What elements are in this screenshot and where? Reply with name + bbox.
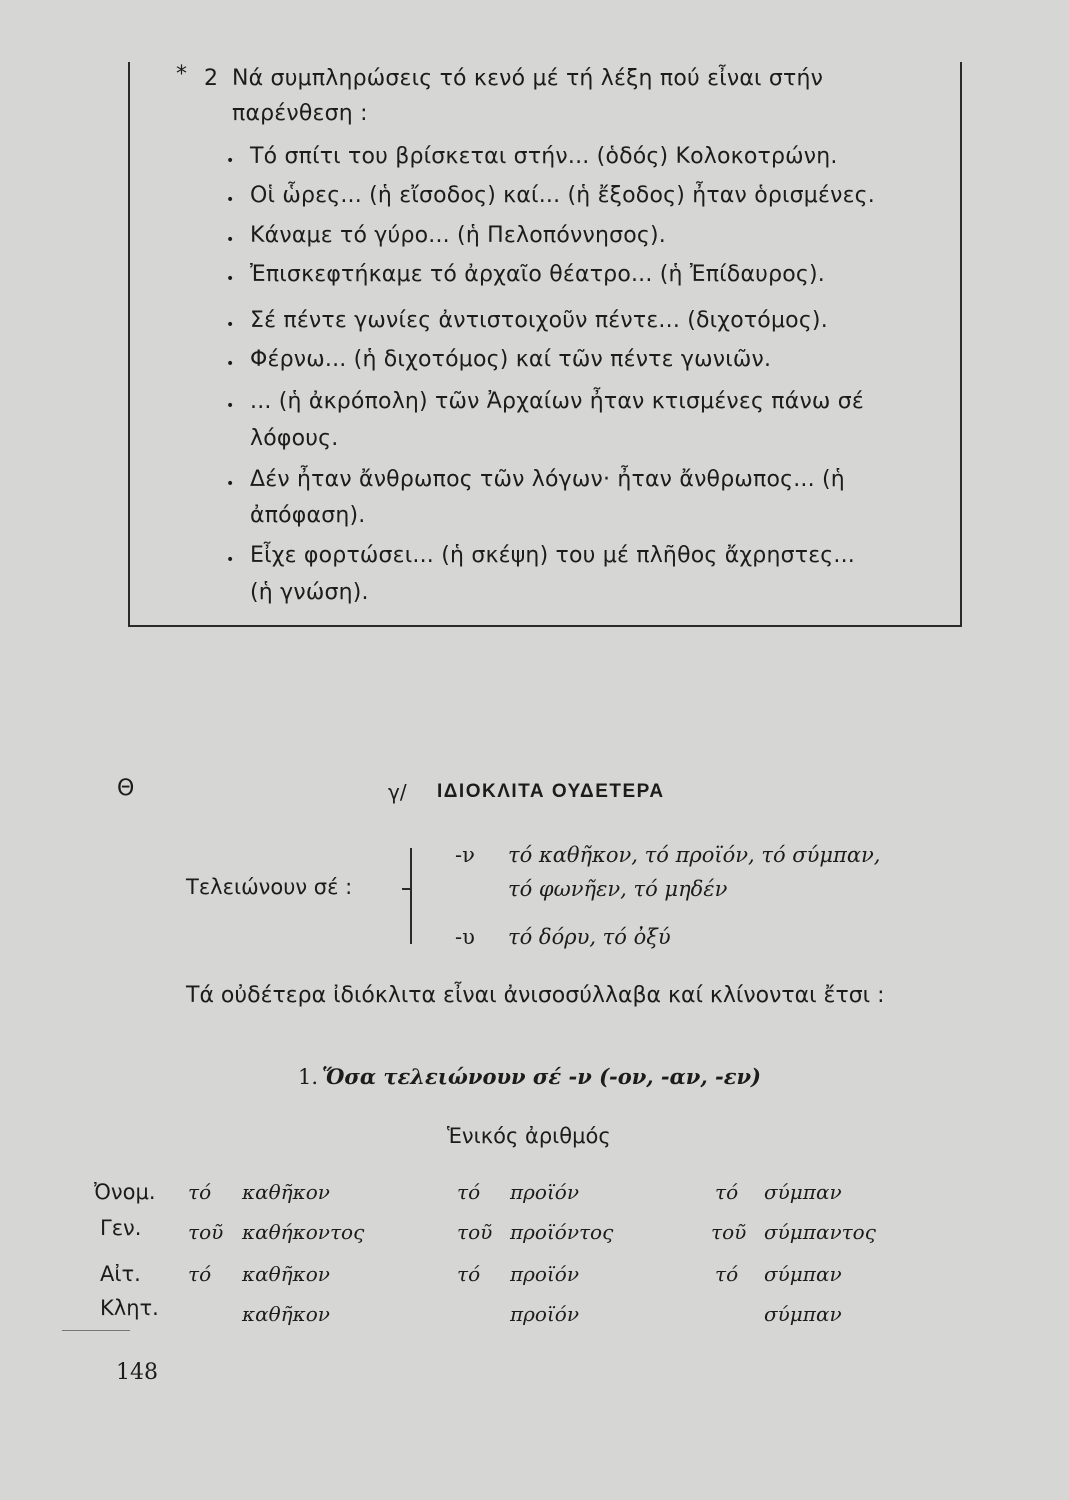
word-2-nom: προϊόν [510, 1180, 579, 1204]
bullet-8: • [226, 476, 235, 492]
ending-n-suffix: -ν [455, 843, 475, 867]
ending-n-line1: τό καθῆκον, τό προϊόν, τό σύμπαν, [508, 843, 881, 867]
exercise-item-9-cont: (ἡ γνώση). [250, 580, 369, 605]
article-3-gen: τοῦ [711, 1220, 747, 1244]
article-3-nom: τό [715, 1180, 739, 1204]
word-2-voc: προϊόν [510, 1302, 579, 1326]
article-3-acc: τό [715, 1262, 739, 1286]
article-1-gen: τοῦ [188, 1220, 224, 1244]
case-vocative: Κλητ. [100, 1296, 159, 1320]
exercise-item-7: ... (ἡ ἀκρόπολη) τῶν Ἀρχαίων ἦταν κτισμένες πάνω σέ [250, 389, 864, 414]
bullet-6: • [226, 356, 235, 372]
section-label: γ/ [388, 780, 407, 804]
exercise-item-4: Ἐπισκεφτήκαμε τό ἀρχαῖο θέατρο... (ἡ Ἐπίδαυρος). [250, 262, 826, 287]
intro-sentence: Τά οὐδέτερα ἰδιόκλιτα εἶναι ἀνισοσύλλαβα καί κλίνονται ἔτσι : [186, 983, 885, 1008]
exercise-item-2: Οἱ ὧρες... (ἡ εἴσοδος) καί... (ἡ ἔξοδος) ἦταν ὁρισμένες. [250, 183, 875, 208]
exercise-number: 2 [204, 66, 219, 91]
article-1-nom: τό [188, 1180, 212, 1204]
endings-lead: Τελειώνουν σέ : [186, 875, 353, 899]
number-label: Ἑνικός ἀριθμός [447, 1124, 611, 1148]
word-1-nom: καθῆκον [242, 1180, 330, 1204]
case-accusative: Αἰτ. [100, 1262, 141, 1286]
case-genitive: Γεν. [100, 1216, 142, 1240]
case-nominative: Ὀνομ. [94, 1180, 156, 1204]
subsection-number: 1. [298, 1065, 319, 1089]
brace-tip [402, 888, 412, 890]
bullet-9: • [226, 552, 235, 568]
section-title: ΙΔΙΟΚΛΙΤΑ ΟΥΔΕΤΕΡΑ [437, 781, 665, 802]
bullet-7: • [226, 398, 235, 414]
page-number: 148 [116, 1360, 158, 1385]
word-3-acc: σύμπαν [764, 1262, 842, 1286]
ending-u-line: τό δόρυ, τό ὀξύ [508, 925, 671, 949]
exercise-item-5: Σέ πέντε γωνίες ἀντιστοιχοῦν πέντε... (διχοτόμος). [250, 308, 828, 333]
section-symbol: Θ [117, 776, 135, 801]
bullet-2: • [226, 192, 235, 208]
article-1-acc: τό [188, 1262, 212, 1286]
word-1-gen: καθήκοντος [242, 1220, 365, 1244]
bullet-4: • [226, 271, 235, 287]
ending-u-suffix: -υ [455, 925, 475, 949]
article-2-gen: τοῦ [457, 1220, 493, 1244]
exercise-instruction-line2: παρένθεση : [232, 101, 368, 126]
word-3-nom: σύμπαν [764, 1180, 842, 1204]
exercise-item-8: Δέν ἦταν ἄνθρωπος τῶν λόγων· ἦταν ἄνθρωπος... (ἡ [250, 467, 845, 492]
exercise-item-6: Φέρνω... (ἡ διχοτόμος) καί τῶν πέντε γωνιῶν. [250, 347, 772, 372]
footer-rule [62, 1330, 130, 1331]
word-3-gen: σύμπαντος [764, 1220, 876, 1244]
bullet-5: • [226, 317, 235, 333]
exercise-item-1: Τό σπίτι του βρίσκεται στήν... (ὁδός) Κολοκοτρώνη. [250, 144, 838, 169]
word-3-voc: σύμπαν [764, 1302, 842, 1326]
article-2-acc: τό [457, 1262, 481, 1286]
subsection-title: Ὅσα τελειώνουν σέ -ν (-ον, -αν, -εν) [322, 1064, 761, 1089]
ending-n-line2: τό φωνῆεν, τό μηδέν [508, 877, 728, 901]
exercise-instruction-line1: Νά συμπληρώσεις τό κενό μέ τή λέξη πού εἶναι στήν [232, 66, 824, 91]
word-2-acc: προϊόν [510, 1262, 579, 1286]
exercise-item-8-cont: ἀπόφαση). [250, 503, 366, 528]
word-1-voc: καθῆκον [242, 1302, 330, 1326]
article-2-nom: τό [457, 1180, 481, 1204]
word-2-gen: προϊόντος [510, 1220, 614, 1244]
bullet-3: • [226, 232, 235, 248]
bullet-1: • [226, 153, 235, 169]
exercise-marker: * [176, 62, 188, 87]
word-1-acc: καθῆκον [242, 1262, 330, 1286]
exercise-item-7-cont: λόφους. [250, 426, 339, 451]
exercise-item-3: Κάναμε τό γύρο... (ἡ Πελοπόννησος). [250, 223, 666, 248]
brace [410, 848, 412, 944]
exercise-item-9: Εἶχε φορτώσει... (ἡ σκέψη) του μέ πλῆθος ἄχρηστες... [250, 543, 855, 568]
